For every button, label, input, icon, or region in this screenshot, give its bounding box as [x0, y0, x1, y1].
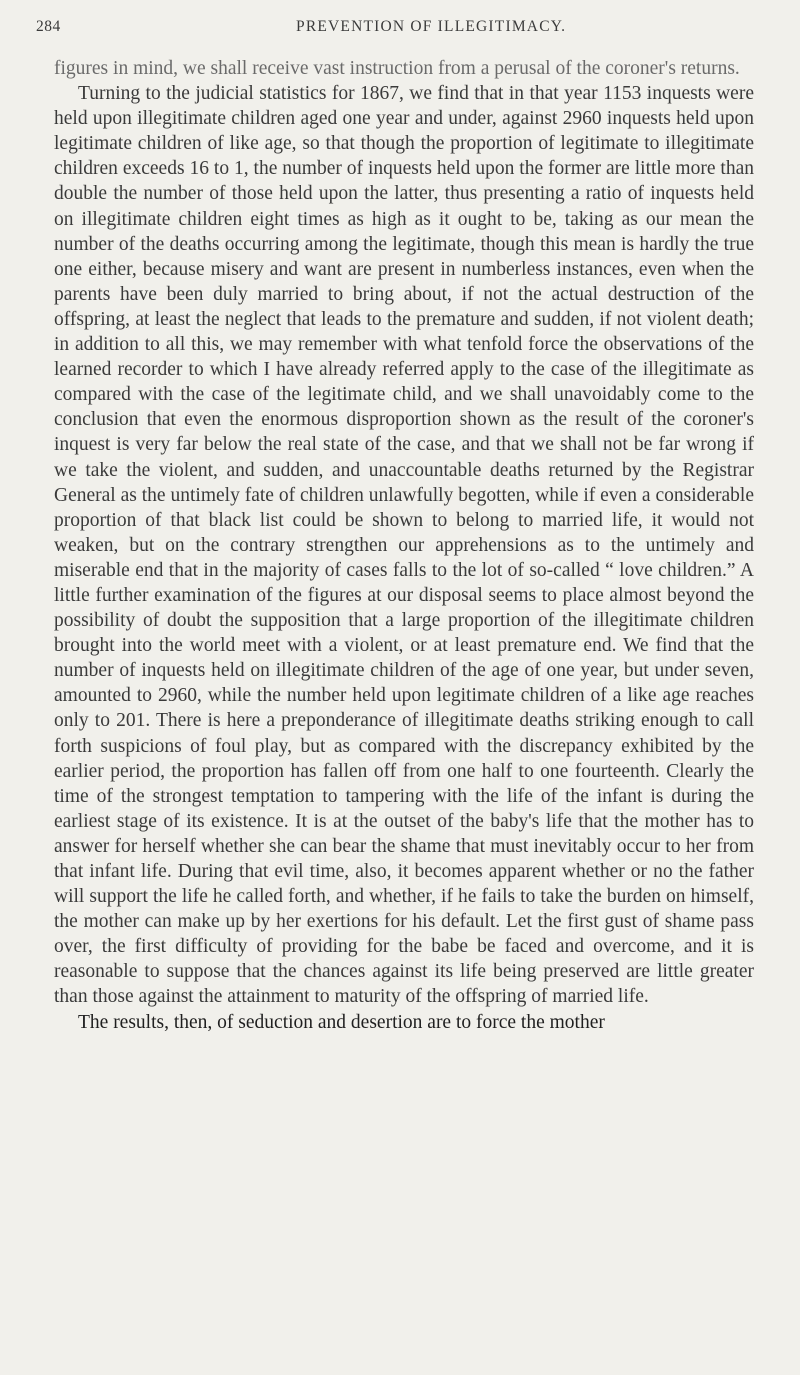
running-title: PREVENTION OF ILLEGITIMACY. — [296, 18, 567, 35]
paragraph-3: The results, then, of seduction and desertion are to force the mother — [78, 1011, 605, 1033]
running-head — [36, 18, 764, 44]
paragraph-2: Turning to the judicial statistics for 1867, we find that in that year 1153 inquests were held upon illegitimate children aged one year and under, against 2960 inquests held upon legitimate children of like age, so that though the proportion of legitimate to illegitimate children exceeds 16 to 1, the number of inquests held upon the former are little more than double the number of those held upon the latter, thus presenting a ratio of inquests held on illegitimate children eight times as high as it ought to be, taking as our mean the number of the deaths occurring among the legitimate, though this mean is hardly the true one either, because misery and want are present in numberless instances, even when the parents have been duly married to bring about, if not the actual destruction of the offspring, at least the neglect that leads to the premature and sudden, if not violent death; in addition to all this, we may remember with what tenfold force the observations of the learned recorder to which I have already referred apply to the case of the illegitimate as compared with the case of the legitimate child, and we shall unavoidably come to the conclusion that even the enormous disproportion shown as the result of the coroner's inquest is very far below the real state of the case, and that we shall not be far wrong if we take the violent, and sudden, and unaccountable deaths returned by the Registrar General as the untimely fate of children unlawfully begotten, while if even a considerable proportion of that black list could be shown to belong to married life, it would not weaken, but on the contrary strengthen our apprehensions as to the untimely and miserable end that in the majority of cases falls to the lot of so-called “ love children.” A little further examination of the figures at our disposal seems to place almost beyond the possibility of doubt the supposition that a large proportion of the illegitimate children brought into the world meet with a violent, or at least premature end. We find that the number of inquests held on illegitimate children of the age of one year, but under seven, amounted to 2960, while the number held upon legitimate children of a like age reaches only to 201. There is here a preponderance of illegitimate deaths striking enough to call forth suspicions of foul play, but as compared with the discrepancy exhibited by the earlier period, the proportion has fallen off from one half to one fourteenth. Clearly the time of the strongest temptation to tampering with the life of the infant is during the earliest stage of its existence. It is at the outset of the baby's life that the mother has to answer for herself whether she can bear the shame that must inevitably occur to her from that infant life. During that evil time, also, it becomes apparent whether or no the father will support the life he called forth, and whether, if he fails to take the burden on himself, the mother can make up by her exertions for his default. Let the first gust of shame pass over, the first difficulty of providing for the babe be faced and overcome, and it is reasonable to suppose that the chances against its life being preserved are little greater than those against the attainment to maturity of the offspring of married life. — [54, 83, 754, 1008]
page-number: 284 — [36, 18, 61, 35]
body-text — [54, 56, 754, 1035]
paragraph-1: figures in mind, we shall receive vast instruction from a perusal of the coroner's returns. — [54, 58, 740, 79]
